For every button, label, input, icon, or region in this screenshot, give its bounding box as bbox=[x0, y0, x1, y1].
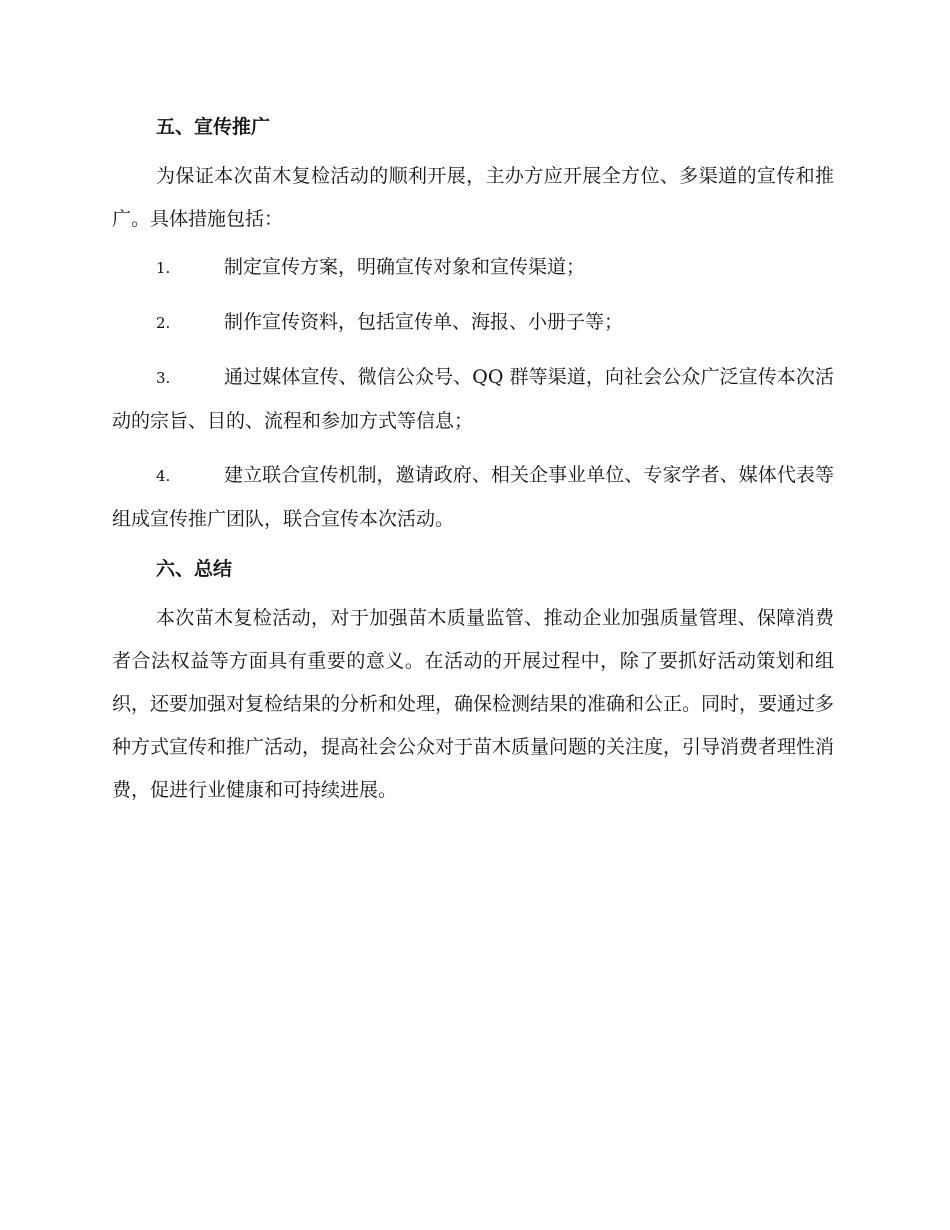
list-item-text: 制作宣传资料，包括宣传单、海报、小册子等； bbox=[224, 311, 624, 333]
list-item-text: 制定宣传方案，明确宣传对象和宣传渠道； bbox=[224, 256, 586, 278]
document-body bbox=[112, 108, 834, 817]
summary-paragraph: 本次苗木复检活动，对于加强苗木质量监管、推动企业加强质量管理、保障消费者合法权益等方面具有重要的意义。在活动的开展过程中，除了要抓好活动策划和组织，还要加强对复检结果的分析和处理，确保检测结果的准确和公正。同时，要通过多种方式宣传和推广活动，提高社会公众对于苗木质量问题的关注度，引导消费者理性消费，促进行业健康和可持续进展。 bbox=[112, 607, 835, 801]
publicity-intro-paragraph: 为保证本次苗木复检活动的顺利开展，主办方应开展全方位、多渠道的宣传和推广。具体措施包括： bbox=[112, 165, 834, 230]
list-item bbox=[112, 301, 834, 345]
section-heading-summary: 六、总结 bbox=[156, 558, 233, 580]
list-item bbox=[112, 454, 834, 541]
list-item bbox=[112, 356, 834, 443]
list-item-text: 通过媒体宣传、微信公众号、QQ 群等渠道，向社会公众广泛宣传本次活动的宗旨、目的、流程和参加方式等信息； bbox=[112, 366, 834, 432]
list-item-number: 4. bbox=[156, 467, 171, 485]
list-item-text: 建立联合宣传机制，邀请政府、相关企事业单位、专家学者、媒体代表等组成宣传推广团队，联合宣传本次活动。 bbox=[112, 464, 834, 530]
list-item-number: 2. bbox=[156, 314, 171, 332]
list-item-number: 1. bbox=[156, 259, 171, 277]
list-item-number: 3. bbox=[156, 369, 171, 387]
section-heading-publicity: 五、宣传推广 bbox=[156, 116, 271, 138]
list-item bbox=[112, 246, 834, 290]
